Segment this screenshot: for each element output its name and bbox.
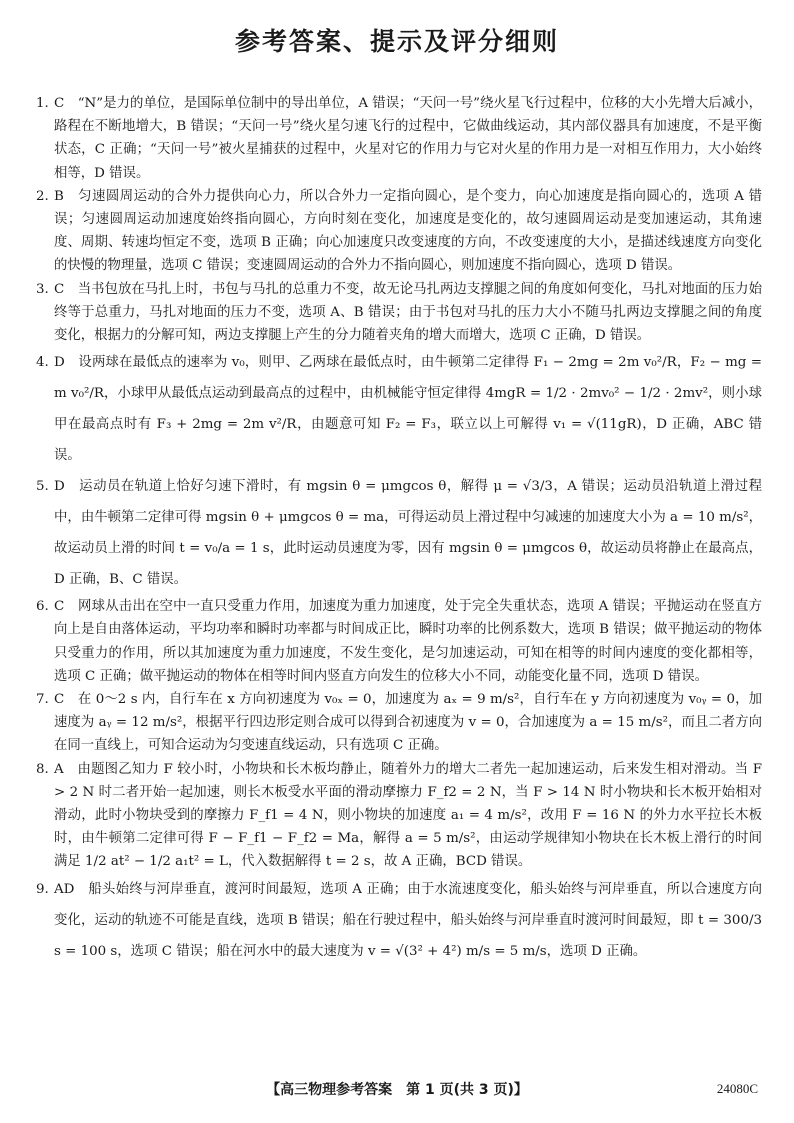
answer-item-2 (36, 185, 762, 278)
answer-number: 4. (36, 355, 49, 371)
page-footer: 【高三物理参考答案 第 1 页(共 3 页)】 (266, 1082, 528, 1098)
answer-item-3 (36, 278, 762, 348)
answer-item-8 (36, 758, 762, 874)
answer-text: AD 船头始终与河岸垂直，渡河时间最短，选项 A 正确；由于水流速度变化，船头始终与河岸垂直，所以合速度方向变化，运动的轨迹不可能是直线，选项 B 错误；船在行驶过程中，船头始终与河岸垂直时渡河时间最短，即 t = 300/3 s = 100 s，选项 C 错误；船在河水中的最大速度为 v = √(3² + 4²) m/s = 5 m/s，选项 D 正确。 (54, 881, 762, 959)
answer-text: B 匀速圆周运动的合外力提供向心力，所以合外力一定指向圆心，是个变力，向心加速度是指向圆心的，选项 A 错误；匀速圆周运动加速度始终指向圆心，方向时刻在变化，加速度是变化的，故匀速圆周运动是变加速运动，其角速度、周期、转速均恒定不变，选项 B 正确；向心加速度只改变速度的方向，不改变速度的大小，是描述线速度方向变化的快慢的物理量，选项 C 错误；变速圆周运动的合外力不指向圆心，则加速度不指向圆心，选项 D 错误。 (54, 188, 762, 274)
answer-number: 9. (36, 881, 49, 897)
answer-item-7 (36, 688, 762, 758)
answer-text: C 在 0～2 s 内，自行车在 x 方向初速度为 v₀ₓ = 0，加速度为 aₓ = 9 m/s²，自行车在 y 方向初速度为 v₀ᵧ = 0，加速度为 aᵧ = 12 m/s²，根据平行四边形定则合成可以得到合初速度为 v = 0，合加速度为 a = 15 m/s²，而且二者方向在同一直线上，可知合运动为匀变速直线运动，只有选项 C 正确。 (54, 692, 762, 754)
answer-text: D 设两球在最低点的速率为 v₀，则甲、乙两球在最低点时，由牛顿第二定律得 F₁ − 2mg = 2m v₀²/R，F₂ − mg = m v₀²/R，小球甲从最低点运动到最高点的过程中，由机械能守恒定律得 4mgR = 1/2 · 2mv₀² − 1/2 · 2mv²，则小球甲在最高点时有 F₃ + 2mg = 2m v²/R，由题意可知 F₂ = F₃，联立以上可解得 v₁ = √(11gR)，D 正确，ABC 错误。 (54, 355, 762, 464)
page-title: 参考答案、提示及评分细则 (234, 27, 559, 56)
document-code: 24080C (716, 1081, 758, 1096)
answer-item-1 (36, 92, 762, 185)
answer-text: C 网球从击出在空中一直只受重力作用，加速度为重力加速度，处于完全失重状态，选项 A 错误；平抛运动在竖直方向上是自由落体运动，平均功率和瞬时功率都与时间成正比，瞬时功率的比例系数大，选项 B 错误；做平抛运动的物体只受重力的作用，所以其加速度为重力加速度，不发生变化，是匀加速运动，可知在相等的时间内速度的变化都相等，选项 C 正确；做平抛运动的物体在相等时间内竖直方向发生的位移大小不同，动能变化量不同，选项 D 错误。 (54, 599, 762, 684)
answer-number: 6. (36, 599, 49, 615)
answer-number: 8. (36, 761, 49, 777)
answer-number: 7. (36, 692, 49, 708)
answer-number: 2. (36, 188, 49, 204)
answer-number: 3. (36, 281, 49, 297)
answer-text: A 由题图乙知力 F 较小时，小物块和长木板均静止，随着外力的增大二者先一起加速运动，后来发生相对滑动。当 F > 2 N 时二者开始一起加速，则长木板受水平面的滑动摩擦力 F_f2 = 2 N，当 F > 14 N 时小物块和长木板开始相对滑动，此时小物块受到的摩擦力 F_f1 = 4 N，则小物块的加速度 a₁ = 4 m/s²，改用 F = 16 N 的外力水平拉长木板时，由牛顿第二定律可得 F − F_f1 − F_f2 = Ma，解得 a = 5 m/s²，由运动学规律知小物块在长木板上滑行的时间满足 1/2 at² − 1/2 a₁t² = L，代入数据解得 t = 2 s，故 A 正确，BCD 错误。 (54, 761, 762, 870)
answer-list (36, 92, 762, 967)
answer-text: C 当书包放在马扎上时，书包与马扎的总重力不变，故无论马扎两边支撑腿之间的角度如何变化，马扎对地面的压力始终等于总重力，马扎对地面的压力不变，选项 A、B 错误；由于书包对马扎的压力大小不随马扎两边支撑腿之间的角度变化，根据力的分解可知，两边支撑腿上产生的分力随着夹角的增大而增大，选项 C 正确，D 错误。 (54, 281, 762, 344)
answer-item-5 (36, 471, 762, 595)
answer-item-4 (36, 347, 762, 471)
answer-item-6 (36, 595, 762, 688)
answer-number: 5. (36, 479, 49, 495)
answer-item-9 (36, 874, 762, 967)
answer-text: D 运动员在轨道上恰好匀速下滑时，有 mgsin θ = μmgcos θ，解得 μ = √3/3，A 错误；运动员沿轨道上滑过程中，由牛顿第二定律可得 mgsin θ + μmgcos θ = ma，可得运动员上滑过程中匀减速的加速度大小为 a = 10 m/s²，故运动员上滑的时间 t = v₀/a = 1 s，此时运动员速度为零，因有 mgsin θ = μmgcos θ，故运动员将静止在最高点，D 正确，B、C 错误。 (54, 479, 762, 588)
answer-number: 1. (36, 96, 49, 111)
answer-text: C “N”是力的单位，是国际单位制中的导出单位，A 错误；“天问一号”绕火星飞行过程中，位移的大小先增大后减小，路程在不断地增大，B 错误；“天问一号”绕火星匀速飞行的过程中，它做曲线运动，其内部仪器具有加速度，不是平衡状态，C 正确；“天问一号”被火星捕获的过程中，火星对它的作用力与它对火星的作用力是一对相互作用力，大小始终相等，D 错误。 (54, 96, 762, 181)
